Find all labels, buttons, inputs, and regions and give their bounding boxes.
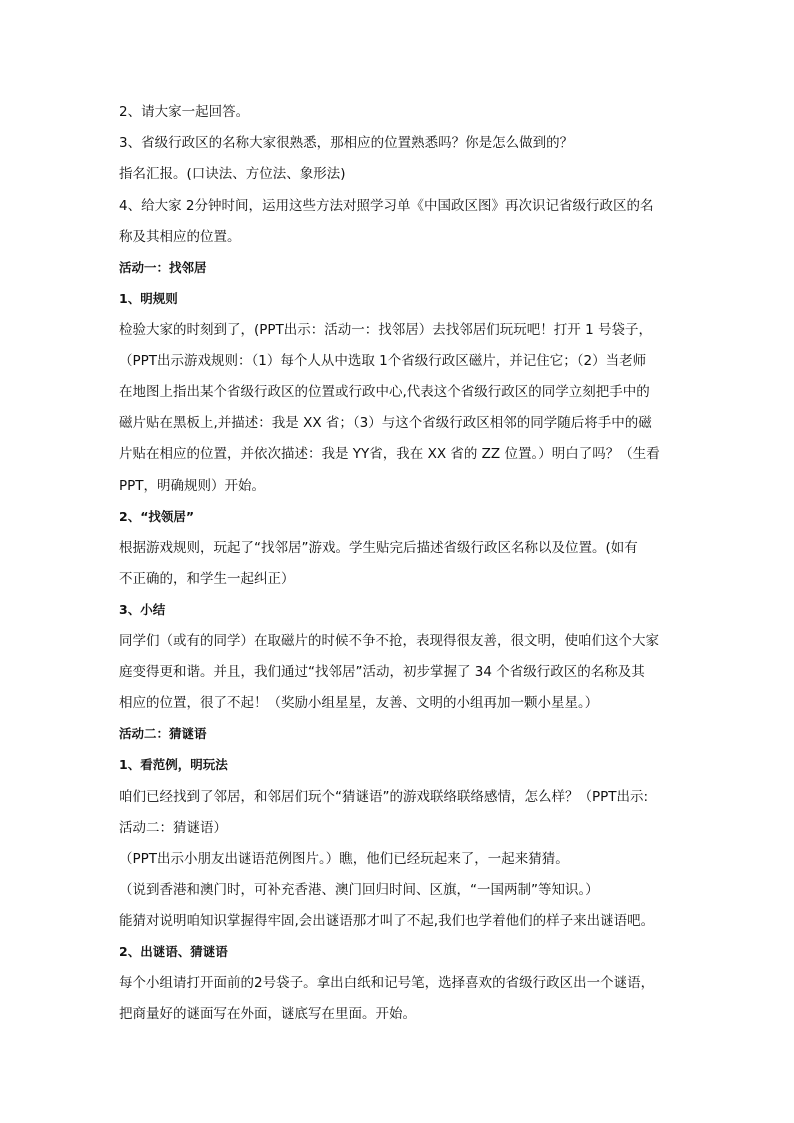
text-line: 能猜对说明咱知识掌握得牢固,会出谜语那才叫了不起,我们也学着他们的样子来出谜语吧。 <box>119 913 655 929</box>
text-line: 活动二：猜谜语） <box>119 820 227 836</box>
text-line: 同学们（或有的同学）在取磁片的时候不争不抢，表现得很友善，很文明，使咱们这个大家 <box>119 633 659 649</box>
subsection-heading: 2、出谜语、猜谜语 <box>119 944 228 959</box>
text-line: 称及其相应的位置。 <box>119 229 241 245</box>
text-line: 磁片贴在黑板上,并描述：我是 XX 省；（3）与这个省级行政区相邻的同学随后将手中的磁 <box>119 415 652 431</box>
text-line: 指名汇报。(口诀法、方位法、象形法) <box>119 166 346 182</box>
text-line: PPT，明确规则）开始。 <box>119 478 266 494</box>
text-line: 相应的位置，很了不起！（奖励小组星星，友善、文明的小组再加一颗小星星。） <box>119 695 599 711</box>
subsection-heading: 1、明规则 <box>119 291 178 306</box>
text-line: 2、请大家一起回答。 <box>119 104 250 120</box>
text-line: （PPT出示游戏规则：（1）每个人从中选取 1个省级行政区磁片，并记住它；（2）当老师 <box>119 353 647 369</box>
text-line: 根据游戏规则，玩起了“找邻居”游戏。学生贴完后描述省级行政区名称以及位置。(如有 <box>119 540 638 556</box>
section-heading: 活动一：找邻居 <box>119 260 207 275</box>
text-line: 不正确的，和学生一起纠正） <box>119 571 295 587</box>
section-heading: 活动二：猜谜语 <box>119 726 207 741</box>
text-line: 把商量好的谜面写在外面，谜底写在里面。开始。 <box>119 1006 416 1022</box>
text-line: （PPT出示小朋友出谜语范例图片。）瞧，他们已经玩起来了，一起来猜猜。 <box>119 851 569 867</box>
text-line: 4、给大家 2分钟时间，运用这些方法对照学习单《中国政区图》再次识记省级行政区的名 <box>119 198 654 214</box>
text-line: 每个小组请打开面前的2号袋子。拿出白纸和记号笔，选择喜欢的省级行政区出一个谜语， <box>119 975 655 991</box>
subsection-heading: 1、看范例，明玩法 <box>119 757 228 772</box>
subsection-heading: 3、小结 <box>119 602 166 617</box>
text-line: 庭变得更和谐。并且，我们通过“找邻居”活动，初步掌握了 34 个省级行政区的名称及其 <box>119 664 645 680</box>
text-line: 咱们已经找到了邻居，和邻居们玩个“猜谜语”的游戏联络联络感情，怎么样？（PPT出示: <box>119 789 649 805</box>
subsection-heading: 2、“找领居” <box>119 509 195 524</box>
text-line: 片贴在相应的位置，并依次描述：我是 YY省，我在 XX 省的 ZZ 位置。）明白了吗？（生看 <box>119 446 660 462</box>
text-line: （说到香港和澳门时，可补充香港、澳门回归时间、区旗，“一国两制”等知识。） <box>119 882 599 898</box>
text-line: 检验大家的时刻到了，(PPT出示：活动一：找邻居）去找邻居们玩玩吧！打开 1 号袋子， <box>119 322 652 338</box>
text-line: 在地图上指出某个省级行政区的位置或行政中心,代表这个省级行政区的同学立刻把手中的 <box>119 384 650 400</box>
text-line: 3、省级行政区的名称大家很熟悉，那相应的位置熟悉吗？你是怎么做到的？ <box>119 135 574 151</box>
